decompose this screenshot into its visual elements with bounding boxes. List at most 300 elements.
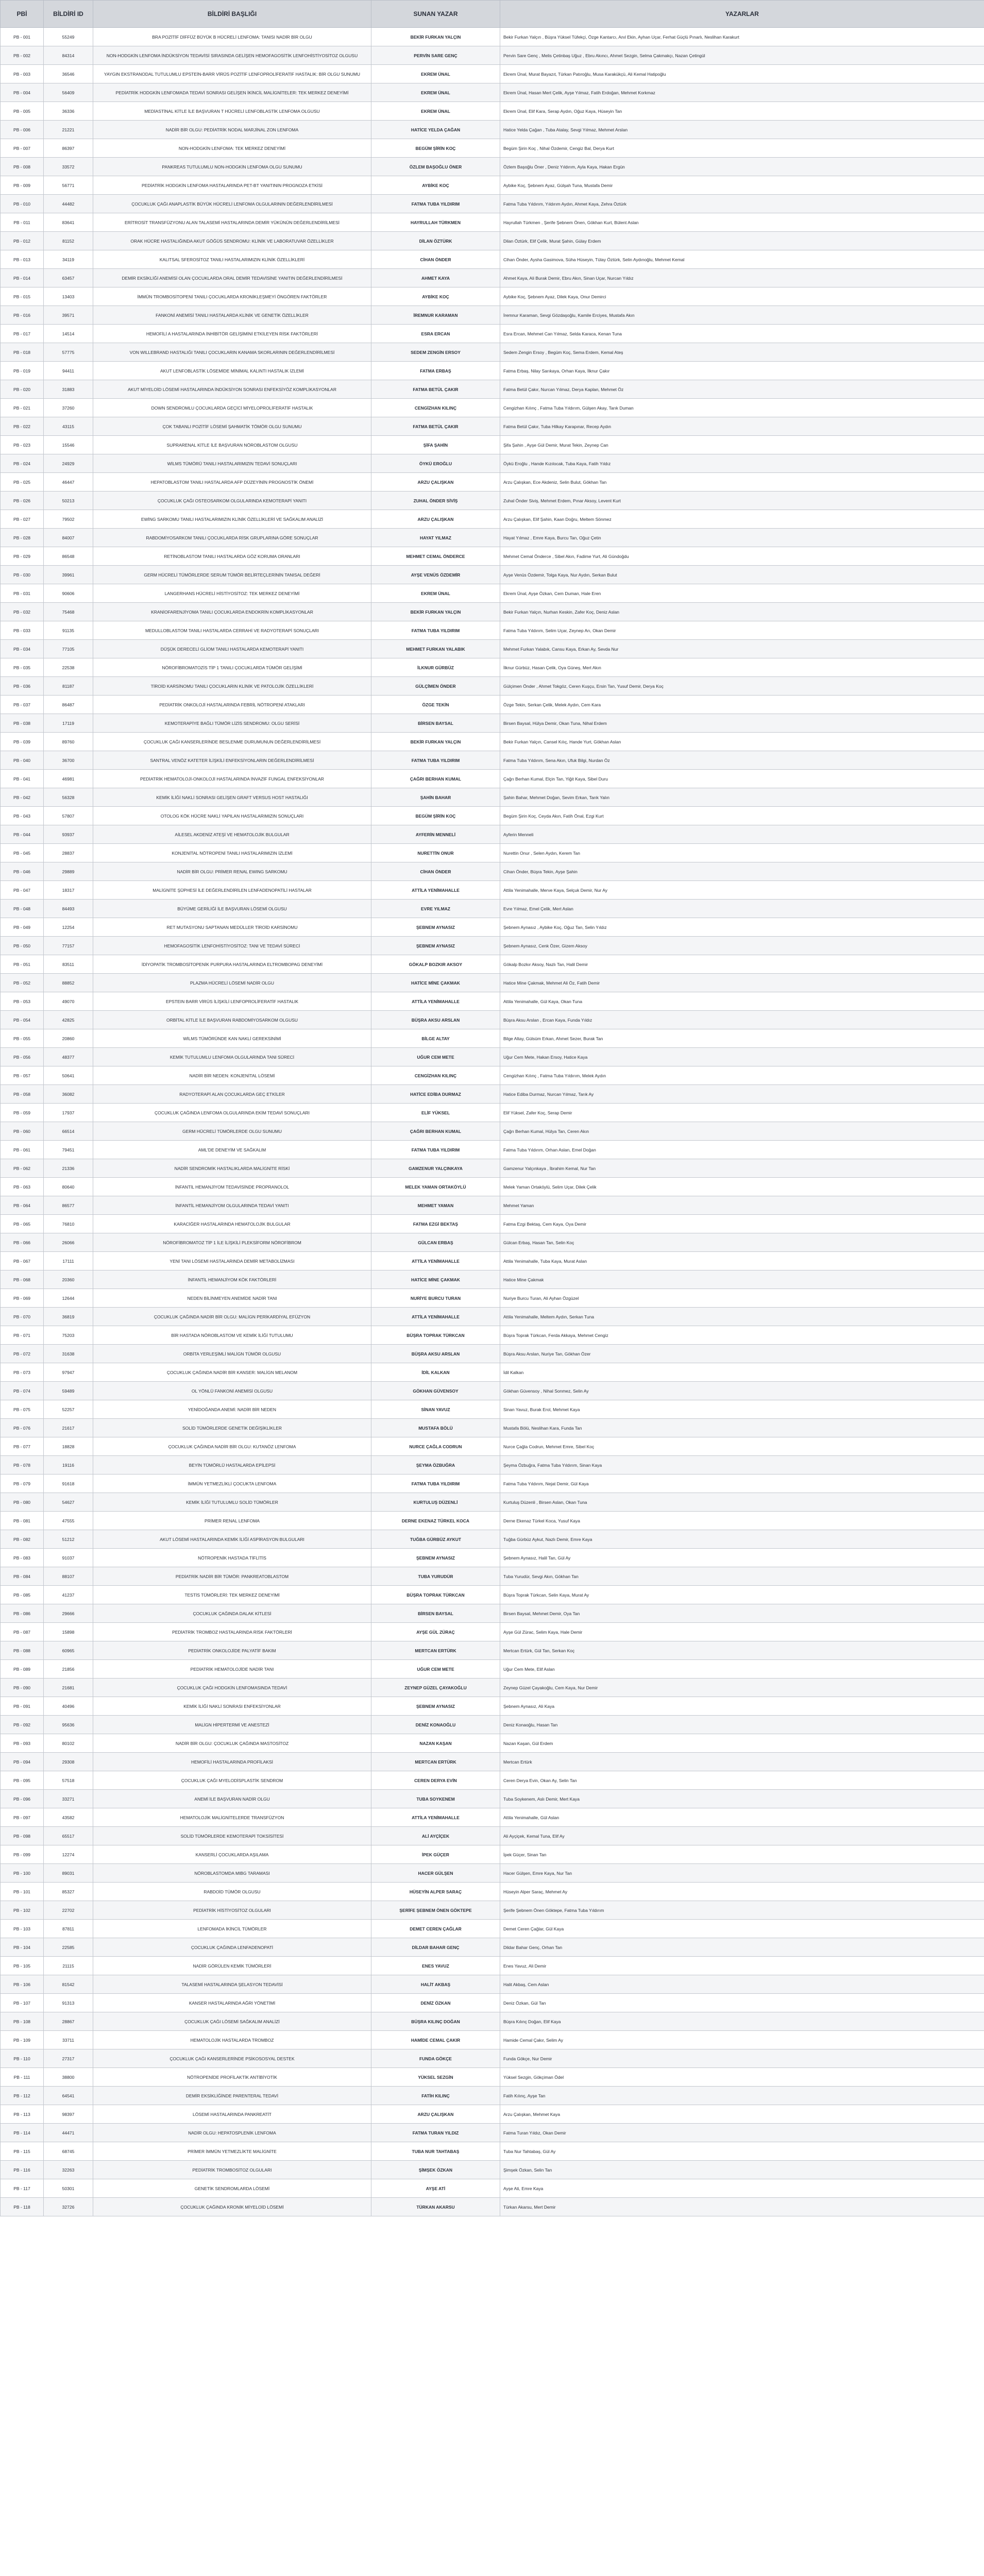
cell-abstract-id: 29308 — [44, 1753, 93, 1771]
cell-abstract-title — [93, 751, 371, 770]
cell-authors-text: Elif Yüksel, Zafer Koç, Serap Demir — [503, 1110, 572, 1115]
cell-abstract-title-text: PEDİATRİK TROMBOSİTOZ OLGULARI — [192, 2167, 272, 2173]
cell-poster-no: PB - 096 — [1, 1790, 44, 1808]
cell-abstract-title — [93, 566, 371, 584]
cell-presenter: BÜŞRA AKSU ARSLAN — [371, 1345, 500, 1363]
table-row — [1, 2124, 984, 2142]
table-row — [1, 1975, 984, 1994]
cell-abstract-id: 28867 — [44, 2012, 93, 2031]
cell-abstract-id: 12274 — [44, 1845, 93, 1864]
cell-abstract-title — [93, 306, 371, 325]
cell-abstract-title — [93, 770, 371, 788]
cell-poster-no: PB - 098 — [1, 1827, 44, 1845]
cell-poster-no: PB - 038 — [1, 714, 44, 733]
cell-authors-text: Büşra Aksu Arslan, Nuriye Tan, Gökhan Özer — [503, 1351, 591, 1357]
cell-poster-no: PB - 048 — [1, 900, 44, 918]
cell-authors — [500, 2179, 984, 2198]
table-row — [1, 139, 984, 158]
cell-authors — [500, 733, 984, 751]
cell-abstract-id: 28837 — [44, 844, 93, 862]
cell-abstract-id: 56409 — [44, 83, 93, 102]
cell-presenter: MERTCAN ERTÜRK — [371, 1641, 500, 1660]
cell-presenter: ŞEBNEM AYNASIZ — [371, 1549, 500, 1567]
cell-presenter: BEKİR FURKAN YALÇIN — [371, 603, 500, 621]
cell-presenter: ENES YAVUZ — [371, 1957, 500, 1975]
cell-presenter: DİLAN ÖZTÜRK — [371, 232, 500, 250]
cell-abstract-title-text: PRİMER İMMÜN YETMEZLİKTE MALİGNİTE — [188, 2148, 277, 2154]
cell-abstract-id: 21221 — [44, 121, 93, 139]
cell-abstract-title-text: MALİGN HİPERTERMİ VE ANESTEZİ — [195, 1722, 269, 1727]
cell-abstract-id: 12254 — [44, 918, 93, 937]
table-row — [1, 2198, 984, 2216]
cell-authors — [500, 1048, 984, 1066]
cell-abstract-title-text: HEMATOLOJİK HASTALARDA TROMBOZ — [190, 2037, 274, 2043]
cell-poster-no: PB - 091 — [1, 1697, 44, 1716]
cell-authors-text: İlknur Gürbüz, Hasan Çelik, Oya Güneş, Mert Akın — [503, 665, 601, 670]
cell-authors — [500, 158, 984, 176]
cell-presenter: FATMA TUBA YILDIRIM — [371, 195, 500, 213]
cell-authors-text: Attila Yenimahalle, Gül Aslan — [503, 1815, 559, 1820]
cell-presenter: FATMA BETÜL ÇAKIR — [371, 417, 500, 436]
table-row — [1, 306, 984, 325]
cell-abstract-id: 81542 — [44, 1975, 93, 1994]
cell-poster-no: PB - 002 — [1, 46, 44, 65]
cell-authors — [500, 1660, 984, 1679]
cell-poster-no: PB - 018 — [1, 343, 44, 362]
table-row — [1, 1938, 984, 1957]
cell-abstract-title — [93, 1289, 371, 1308]
cell-authors — [500, 1994, 984, 2012]
cell-abstract-title — [93, 1400, 371, 1419]
cell-presenter: MUSTAFA BÖLÜ — [371, 1419, 500, 1437]
cell-abstract-title-text: OL YÖNLÜ FANKONİ ANEMİSİ OLGUSU — [191, 1388, 273, 1394]
cell-abstract-title-text: LANGERHANS HÜCRELİ HİSTİYOSİTOZ: TEK MERKEZ DENEYİMİ — [164, 590, 300, 596]
cell-poster-no: PB - 113 — [1, 2105, 44, 2124]
cell-abstract-title-text: PEDİATRİK HODGKİN LENFOMADA TEDAVİ SONRASI GELİŞEN İKİNCİL MALİGNİTELER: TEK MERKEZ DENEYİMİ — [115, 90, 349, 95]
cell-authors-text: Dilan Öztürk, Elif Çelik, Murat Şahin, Gülay Erdem — [503, 238, 601, 244]
cell-abstract-title — [93, 640, 371, 658]
cell-abstract-id: 84007 — [44, 529, 93, 547]
cell-abstract-title — [93, 2049, 371, 2068]
cell-presenter: MERTCAN ERTÜRK — [371, 1753, 500, 1771]
cell-authors-text: Gökhan Güvensoy , Nihal Sonmez, Selin Ay — [503, 1388, 589, 1394]
cell-authors-text: Mertcan Ertürk — [503, 1759, 532, 1765]
cell-abstract-title-text: SUPRARENAL KİTLE İLE BAŞVURAN NÖROBLASTOM OLGUSU — [166, 442, 298, 448]
cell-authors-text: Demet Ceren Çağlar, Gül Kaya — [503, 1926, 564, 1931]
cell-presenter: HAMİDE CEMAL ÇAKIR — [371, 2031, 500, 2049]
cell-abstract-title-text: NON-HODGKİN LENFOMA İNDÜKSİYON TEDAVİSİ SIRASINDA GELİŞEN HEMOFAGOSİTİK LENFOHİSTİYOSİTOZ OLGUSU — [106, 53, 358, 58]
cell-abstract-title-text: AML'DE DENEYİM VE SAĞKALIM — [198, 1147, 266, 1153]
cell-abstract-title — [93, 83, 371, 102]
table-row — [1, 65, 984, 83]
cell-authors — [500, 1623, 984, 1641]
cell-presenter: AYŞE GÜL ZÜRAÇ — [371, 1623, 500, 1641]
table-row — [1, 473, 984, 492]
table-row — [1, 492, 984, 510]
cell-abstract-title — [93, 176, 371, 195]
cell-authors — [500, 566, 984, 584]
table-row — [1, 1437, 984, 1456]
cell-authors-text: Hatice Mine Çakmak — [503, 1277, 544, 1282]
cell-abstract-id: 47555 — [44, 1512, 93, 1530]
cell-authors — [500, 2012, 984, 2031]
cell-presenter: AYŞE ATİ — [371, 2179, 500, 2198]
cell-authors — [500, 862, 984, 881]
table-row — [1, 1345, 984, 1363]
cell-poster-no: PB - 074 — [1, 1382, 44, 1400]
cell-abstract-id: 36336 — [44, 102, 93, 121]
cell-abstract-id: 65517 — [44, 1827, 93, 1845]
cell-poster-no: PB - 053 — [1, 992, 44, 1011]
cell-abstract-title-text: NÖROBLASTOMDA MIBG TARAMASI — [194, 1870, 270, 1876]
cell-authors-text: Hüseyin Alper Saraç, Mehmet Ay — [503, 1889, 568, 1894]
cell-abstract-id: 22585 — [44, 1938, 93, 1957]
cell-abstract-id: 43115 — [44, 417, 93, 436]
table-row — [1, 1048, 984, 1066]
cell-abstract-title — [93, 1771, 371, 1790]
table-body — [1, 28, 984, 2216]
cell-poster-no: PB - 058 — [1, 1085, 44, 1104]
cell-abstract-title — [93, 937, 371, 955]
cell-authors-text: Şimşek Özkan, Selin Tan — [503, 2167, 552, 2173]
cell-authors-text: Mehmet Cemal Önderce , Sibel Akın, Fadime Yurt, Ali Gündoğdu — [503, 553, 629, 559]
cell-authors — [500, 250, 984, 269]
cell-authors — [500, 213, 984, 232]
cell-presenter: FATMA TURAN YILDIZ — [371, 2124, 500, 2142]
table-row — [1, 2161, 984, 2179]
cell-authors-text: Melek Yaman Ortaköylü, Selim Uçar, Dilek Çelik — [503, 1184, 597, 1190]
cell-abstract-title — [93, 1270, 371, 1289]
cell-abstract-title-text: DÜŞÜK DERECELİ GLİOM TANILI HASTALARDA KEMOTERAPİ YANITI — [160, 646, 304, 652]
cell-presenter: AYFERİN MENNELİ — [371, 825, 500, 844]
cell-abstract-title-text: KEMİK İLİĞİ NAKLİ SONRASI GELİŞEN GRAFT VERSUS HOST HASTALIĞI — [156, 794, 308, 800]
cell-poster-no: PB - 081 — [1, 1512, 44, 1530]
cell-presenter: BÜŞRA TOPRAK TÜRKCAN — [371, 1586, 500, 1604]
cell-poster-no: PB - 057 — [1, 1066, 44, 1085]
cell-poster-no: PB - 067 — [1, 1252, 44, 1270]
cell-abstract-id: 50213 — [44, 492, 93, 510]
cell-abstract-id: 51212 — [44, 1530, 93, 1549]
cell-poster-no: PB - 109 — [1, 2031, 44, 2049]
cell-abstract-title-text: ÇOCUKLUK ÇAĞINDA KRONİK MİYELOİD LÖSEMİ — [180, 2204, 284, 2210]
cell-abstract-title — [93, 1920, 371, 1938]
cell-authors-text: İpek Güçer, Sinan Tan — [503, 1852, 547, 1857]
cell-abstract-title — [93, 1048, 371, 1066]
cell-presenter: MEHMET CEMAL ÖNDERCE — [371, 547, 500, 566]
table-row — [1, 566, 984, 584]
cell-abstract-id: 39571 — [44, 306, 93, 325]
table-row — [1, 1141, 984, 1159]
cell-presenter: NURİYE BURCU TURAN — [371, 1289, 500, 1308]
cell-abstract-title-text: NADİR GÖRÜLEN KEMİK TÜMÖRLERİ — [193, 1963, 272, 1969]
cell-abstract-id: 37260 — [44, 399, 93, 417]
cell-authors — [500, 881, 984, 900]
cell-abstract-title — [93, 1029, 371, 1048]
cell-poster-no: PB - 024 — [1, 454, 44, 473]
cell-abstract-title — [93, 677, 371, 696]
cell-abstract-id: 14514 — [44, 325, 93, 343]
cell-abstract-title — [93, 195, 371, 213]
table-row — [1, 399, 984, 417]
cell-abstract-title — [93, 1493, 371, 1512]
table-row — [1, 881, 984, 900]
cell-presenter: ŞEBNEM AYNASIZ — [371, 937, 500, 955]
cell-authors — [500, 1549, 984, 1567]
cell-authors-text: Attila Yenimahalle, Meltem Aydın, Serkan Tuna — [503, 1314, 595, 1319]
cell-authors-text: Halit Akbaş, Cem Aslan — [503, 1981, 549, 1987]
table-row — [1, 46, 984, 65]
cell-abstract-id: 94411 — [44, 362, 93, 380]
cell-authors-text: Aybike Koç, Şebnem Ayaz, Dilek Kaya, Onur Demirci — [503, 294, 606, 299]
cell-authors — [500, 1104, 984, 1122]
cell-authors — [500, 1771, 984, 1790]
cell-abstract-title — [93, 1827, 371, 1845]
cell-abstract-title-text: ÇOCUKLUK ÇAĞI KANSERLERİNDE PSİKOSOSYAL DESTEK — [169, 2056, 295, 2061]
cell-presenter: BEGÜM ŞİRİN KOÇ — [371, 807, 500, 825]
cell-presenter: HATİCE EDİBA DURMAZ — [371, 1085, 500, 1104]
cell-authors-text: Sinan Yavuz, Burak Erol, Mehmet Kaya — [503, 1406, 580, 1412]
cell-abstract-title — [93, 1530, 371, 1549]
cell-poster-no: PB - 094 — [1, 1753, 44, 1771]
cell-presenter: BÜŞRA KILINÇ DOĞAN — [371, 2012, 500, 2031]
cell-poster-no: PB - 013 — [1, 250, 44, 269]
cell-abstract-title — [93, 1845, 371, 1864]
cell-presenter: ŞİFA ŞAHİN — [371, 436, 500, 454]
cell-abstract-title — [93, 1957, 371, 1975]
cell-abstract-title — [93, 1586, 371, 1604]
cell-abstract-id: 39961 — [44, 566, 93, 584]
cell-abstract-title — [93, 510, 371, 529]
cell-authors — [500, 547, 984, 566]
cell-authors-text: Hatice Yelda Çağan , Tuba Atalay, Sevgi Yılmaz, Mehmet Arslan — [503, 127, 628, 132]
cell-abstract-title — [93, 1326, 371, 1345]
cell-poster-no: PB - 086 — [1, 1604, 44, 1623]
cell-abstract-title — [93, 139, 371, 158]
cell-abstract-title — [93, 1141, 371, 1159]
cell-authors-text: Yüksel Sezgin, Gökçiman Ödel — [503, 2074, 564, 2080]
column-header-no: PBİ — [1, 1, 44, 28]
table-row — [1, 844, 984, 862]
table-row — [1, 28, 984, 46]
cell-abstract-title-text: TALASEMİ HASTALARINDA ŞELASYON TEDAVİSİ — [181, 1981, 283, 1987]
cell-authors-text: Fatma Tuba Yıldırım, Nejat Demir, Gül Kaya — [503, 1481, 589, 1486]
cell-poster-no: PB - 019 — [1, 362, 44, 380]
cell-authors-text: Enes Yavuz, Ali Demir — [503, 1963, 547, 1969]
cell-authors — [500, 788, 984, 807]
cell-poster-no: PB - 005 — [1, 102, 44, 121]
cell-poster-no: PB - 036 — [1, 677, 44, 696]
cell-poster-no: PB - 112 — [1, 2087, 44, 2105]
table-row — [1, 2068, 984, 2087]
cell-authors — [500, 343, 984, 362]
cell-abstract-title — [93, 1215, 371, 1233]
cell-abstract-title — [93, 1641, 371, 1660]
cell-authors — [500, 1326, 984, 1345]
cell-abstract-title — [93, 1864, 371, 1883]
cell-abstract-id: 15546 — [44, 436, 93, 454]
table-row — [1, 992, 984, 1011]
cell-abstract-title — [93, 1308, 371, 1326]
cell-abstract-title-text: KALITSAL SFEROSİTOZ TANILI HASTALARIMIZIN KLİNİK ÖZELLİKLERİ — [159, 257, 305, 262]
table-row — [1, 1679, 984, 1697]
cell-presenter: HAYRULLAH TÜRKMEN — [371, 213, 500, 232]
cell-authors-text: Begüm Şirin Koç, Ceyda Akın, Fatih Önal, Ezgi Kurt — [503, 813, 604, 819]
cell-abstract-title — [93, 1938, 371, 1957]
cell-abstract-title — [93, 1883, 371, 1901]
cell-abstract-id: 93937 — [44, 825, 93, 844]
cell-presenter: GÜLÇİMEN ÖNDER — [371, 677, 500, 696]
cell-presenter: AYBİKE KOÇ — [371, 287, 500, 306]
cell-poster-no: PB - 115 — [1, 2142, 44, 2161]
cell-authors-text: Attila Yenimahalle, Gül Kaya, Okan Tuna — [503, 998, 583, 1004]
cell-abstract-title — [93, 918, 371, 937]
cell-poster-no: PB - 017 — [1, 325, 44, 343]
cell-authors — [500, 2124, 984, 2142]
cell-authors-text: İremnur Karaman, Sevgi Gözdaşoğlu, Kamile Erciyes, Mustafa Akın — [503, 312, 635, 318]
cell-authors-text: Özlem Başoğlu Öner , Deniz Yıldırım, Ayla Kaya, Hakan Ergün — [503, 164, 625, 170]
cell-abstract-id: 83641 — [44, 213, 93, 232]
cell-abstract-title — [93, 269, 371, 287]
cell-abstract-title-text: PEDİATRİK TROMBOZ HASTALARINDA RİSK FAKTÖRLERİ — [172, 1629, 292, 1635]
cell-presenter: EKREM ÜNAL — [371, 83, 500, 102]
cell-poster-no: PB - 021 — [1, 399, 44, 417]
cell-abstract-title — [93, 862, 371, 881]
cell-abstract-title-text: OTOLOG KÖK HÜCRE NAKLİ YAPILAN HASTALARIMIZIN SONUÇLARI — [160, 813, 304, 819]
cell-poster-no: PB - 102 — [1, 1901, 44, 1920]
cell-presenter: ARZU ÇALIŞKAN — [371, 2105, 500, 2124]
cell-presenter: ŞEYMA ÖZBUĞRA — [371, 1456, 500, 1475]
cell-presenter: İLKNUR GÜRBÜZ — [371, 658, 500, 677]
cell-poster-no: PB - 028 — [1, 529, 44, 547]
cell-abstract-title — [93, 46, 371, 65]
cell-abstract-title-text: DEMİR EKSİKLİĞİNDE PARENTERAL TEDAVİ — [185, 2093, 279, 2098]
cell-abstract-title-text: ÇOCUKLUK ÇAĞINDA LENFADENOPATİ — [191, 1944, 274, 1950]
cell-authors — [500, 1883, 984, 1901]
cell-authors — [500, 380, 984, 399]
cell-authors — [500, 1122, 984, 1141]
cell-poster-no: PB - 026 — [1, 492, 44, 510]
table-row — [1, 862, 984, 881]
cell-presenter: CİHAN ÖNDER — [371, 250, 500, 269]
cell-poster-no: PB - 084 — [1, 1567, 44, 1586]
cell-authors-text: Şebnem Aynasız, Ali Kaya — [503, 1703, 555, 1709]
cell-authors-text: Öykü Eroğlu , Hande Kızılocak, Tuba Kaya, Fatih Yıldız — [503, 461, 611, 466]
cell-authors — [500, 992, 984, 1011]
cell-authors — [500, 362, 984, 380]
table-row — [1, 380, 984, 399]
table-row — [1, 1308, 984, 1326]
cell-abstract-title-text: ÇOCUKLUK ÇAĞINDA NADİR BİR OLGU: MALİGN PERİKARDİYAL EFÜZYON — [154, 1314, 311, 1319]
cell-authors — [500, 1734, 984, 1753]
table-row — [1, 677, 984, 696]
table-row — [1, 900, 984, 918]
table-row — [1, 696, 984, 714]
cell-abstract-title-text: BÜYÜME GERİLİĞİ İLE BAŞVURAN LÖSEMİ OLGUSU — [177, 906, 287, 911]
cell-abstract-id: 24929 — [44, 454, 93, 473]
cell-authors-text: Pervin Sare Genç , Melis Çetinbaş Uğuz , Ebru Akıncı, Ahmet Sezgin, Selma Çakmakçı, Nazan Çetingül — [503, 53, 705, 58]
cell-authors — [500, 584, 984, 603]
cell-abstract-id: 91037 — [44, 1549, 93, 1567]
cell-abstract-id: 60965 — [44, 1641, 93, 1660]
cell-abstract-id: 81152 — [44, 232, 93, 250]
cell-poster-no: PB - 004 — [1, 83, 44, 102]
cell-abstract-title-text: BİR HASTADA NÖROBLASTOM VE KEMİK İLİĞİ TUTULUMU — [171, 1332, 293, 1338]
cell-abstract-title-text: KEMOTERAPİYE BAĞLI TÜMÖR LİZİS SENDROMU: OLGU SERİSİ — [164, 720, 300, 726]
cell-poster-no: PB - 003 — [1, 65, 44, 83]
column-header-title: BİLDİRİ BAŞLIĞI — [93, 1, 371, 28]
cell-abstract-title-text: LÖSEMİ HASTALARINDA PANKREATİT — [192, 2111, 272, 2117]
table-row — [1, 1790, 984, 1808]
cell-abstract-title-text: DOWN SENDROMLU ÇOCUKLARDA GEÇİCİ MİYELOPROLİFERATİF HASTALIK — [151, 405, 313, 411]
table-row — [1, 1957, 984, 1975]
cell-abstract-title — [93, 1901, 371, 1920]
cell-authors-text: Fatma Ezgi Bektaş, Cem Kaya, Oya Demir — [503, 1221, 587, 1227]
cell-abstract-title — [93, 603, 371, 621]
cell-abstract-title — [93, 417, 371, 436]
cell-abstract-title-text: TESTİS TÜMÖRLERİ: TEK MERKEZ DENEYİMİ — [184, 1592, 280, 1598]
table-row — [1, 287, 984, 306]
cell-presenter: DEMET CEREN ÇAĞLAR — [371, 1920, 500, 1938]
cell-poster-no: PB - 090 — [1, 1679, 44, 1697]
cell-abstract-title — [93, 1790, 371, 1808]
cell-abstract-id: 84314 — [44, 46, 93, 65]
cell-presenter: FATİH KILINÇ — [371, 2087, 500, 2105]
cell-authors-text: Tuba Yurudür, Sevgi Akın, Gökhan Tan — [503, 1573, 579, 1579]
cell-authors — [500, 2142, 984, 2161]
cell-poster-no: PB - 080 — [1, 1493, 44, 1512]
cell-poster-no: PB - 062 — [1, 1159, 44, 1178]
cell-authors-text: Fatma Betül Çakır, Tuba Hilkay Karapınar, Recep Aydın — [503, 423, 612, 429]
cell-abstract-title — [93, 955, 371, 974]
cell-authors-text: Hamide Cemal Çakır, Selim Ay — [503, 2037, 564, 2043]
cell-presenter: ATTİLA YENİMAHALLE — [371, 1808, 500, 1827]
table-row — [1, 417, 984, 436]
cell-authors — [500, 955, 984, 974]
cell-poster-no: PB - 031 — [1, 584, 44, 603]
cell-abstract-title — [93, 992, 371, 1011]
table-row — [1, 974, 984, 992]
table-row — [1, 1326, 984, 1345]
cell-authors — [500, 2161, 984, 2179]
cell-abstract-title — [93, 2087, 371, 2105]
cell-presenter: HALİT AKBAŞ — [371, 1975, 500, 1994]
cell-abstract-id: 89031 — [44, 1864, 93, 1883]
cell-abstract-title — [93, 2124, 371, 2142]
table-row — [1, 1159, 984, 1178]
cell-abstract-id: 36700 — [44, 751, 93, 770]
cell-presenter: NURETTİN ONUR — [371, 844, 500, 862]
cell-abstract-id: 83511 — [44, 955, 93, 974]
cell-poster-no: PB - 111 — [1, 2068, 44, 2087]
table-row — [1, 1252, 984, 1270]
cell-presenter: GÖKALP BOZKIR AKSOY — [371, 955, 500, 974]
cell-presenter: CENGİZHAN KILINÇ — [371, 1066, 500, 1085]
cell-poster-no: PB - 045 — [1, 844, 44, 862]
cell-presenter: İPEK GÜÇER — [371, 1845, 500, 1864]
table-row — [1, 937, 984, 955]
cell-authors-text: Dildar Bahar Genç, Orhan Tan — [503, 1944, 563, 1950]
table-row — [1, 1178, 984, 1196]
cell-abstract-title — [93, 1066, 371, 1085]
cell-abstract-title-text: NÖTROPENİDE PROFİLAKTİK ANTİBİYOTİK — [187, 2074, 277, 2080]
cell-abstract-title-text: AKUT LENFOBLASTİK LÖSEMİDE MİNİMAL KALINTI HASTALIK İZLEMİ — [160, 368, 304, 374]
table-row — [1, 1196, 984, 1215]
cell-authors — [500, 1382, 984, 1400]
cell-presenter: HÜSEYİN ALPER SARAÇ — [371, 1883, 500, 1901]
cell-authors — [500, 1938, 984, 1957]
cell-abstract-title-text: ORBİTA YERLEŞİMLİ MALİGN TÜMÖR OLGUSU — [183, 1351, 281, 1357]
cell-authors — [500, 825, 984, 844]
